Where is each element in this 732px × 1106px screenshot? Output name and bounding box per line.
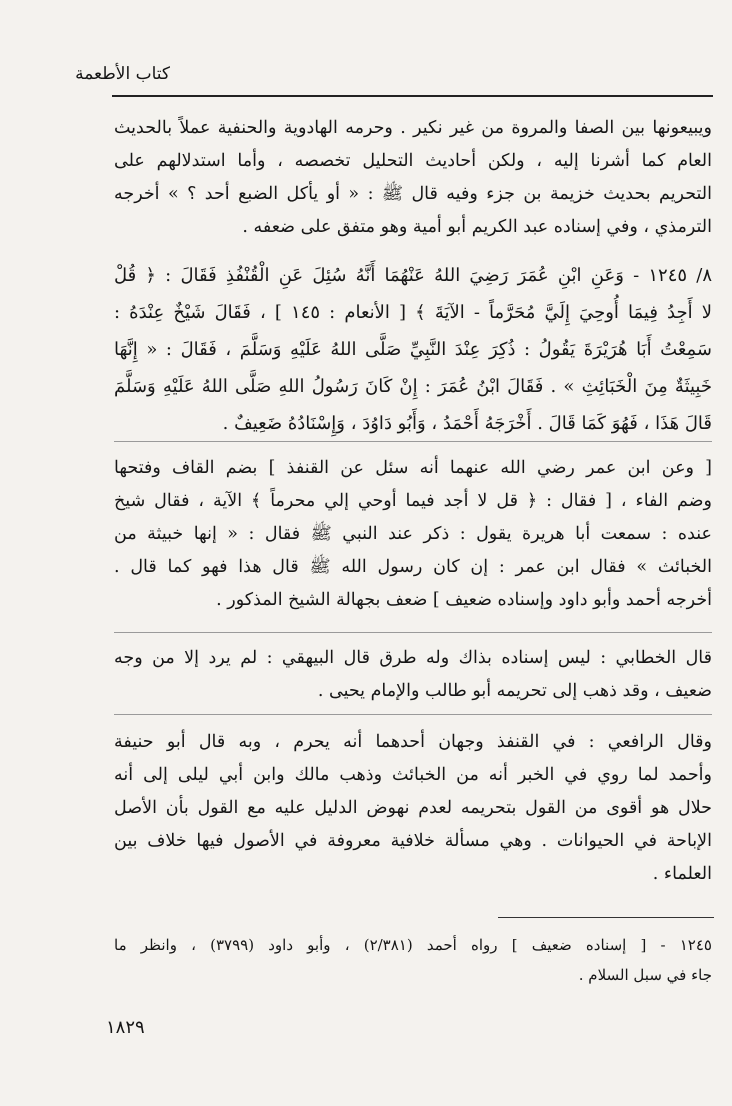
rafii-line: حلال هو أقوى من القول بتحريمه لعدم نهوض الدليل عليه مع القول بأن الأصل [114, 798, 712, 818]
footnote-rule [498, 917, 714, 918]
rafii-paragraph [114, 726, 712, 891]
section-divider [114, 714, 712, 715]
hadith-line: سَمِعْتُ أَبَا هُرَيْرَةَ يَقُولُ : ذُكِرَ عِنْدَ النَّبِيِّ صَلَّى اللهُ عَلَيْهِ وَسَلَّمَ ، فَقَالَ : « إِنَّهَا [114, 339, 712, 360]
page-number: ١٨٢٩ [106, 1017, 145, 1038]
commentary-line: الخبائث » فقال ابن عمر : إن كان رسول الله ﷺ قال هذا فهو كما قال . [114, 557, 712, 577]
hadith-text [114, 257, 712, 442]
hadith-line: خَبِيثَةٌ مِنَ الْخَبَائِثِ » . فَقَالَ ابْنُ عُمَرَ : إِنْ كَانَ رَسُولُ اللهِ صَلَّى اللهُ عَلَيْهِ وَسَلَّمَ [114, 376, 712, 397]
commentary-line: وضم الفاء ، [ فقال : ﴿ قل لا أجد فيما أوحي إلي محرماً ﴾ الآية ، فقال شيخ [114, 491, 712, 511]
footnote-line: جاء في سبل السلام . [578, 966, 712, 984]
intro-line: العام كما أشرنا إليه ، ولكن أحاديث التحليل تخصصه ، وأما استدلالهم على [114, 151, 712, 171]
footnote-line: ١٢٤٥ - [ إسناده ضعيف ] رواه أحمد (٢/٣٨١) ، وأبو داود (٣٧٩٩) ، وانظر ما [114, 936, 712, 954]
rafii-line: الإباحة في الحيوانات . وهي مسألة خلافية معروفة في الأصول فيها خلاف بين [114, 831, 712, 851]
intro-line: التحريم بحديث خزيمة بن جزء وفيه قال ﷺ : « أو يأكل الضبع أحد ؟ » أخرجه [114, 184, 712, 204]
intro-paragraph [114, 112, 712, 244]
hadith-line: ٨/ ١٢٤٥ - وَعَنِ ابْنِ عُمَرَ رَضِيَ اللهُ عَنْهُمَا أَنَّهُ سُئِلَ عَنِ الْقُنْفُذِ فَقَالَ : ﴿ قُلْ [114, 265, 712, 286]
khattabi-line: ضعيف ، وقد ذهب إلى تحريمه أبو طالب والإمام يحيى . [317, 681, 712, 701]
khattabi-paragraph [114, 642, 712, 708]
commentary-line: عنده : سمعت أبا هريرة يقول : ذكر عند النبي ﷺ فقال : « إنها خبيثة من [114, 524, 712, 544]
rafii-line: العلماء . [652, 864, 712, 884]
section-divider [114, 441, 712, 442]
intro-line: الترمذي ، وفي إسناده عبد الكريم أبو أمية وهو متفق على ضعفه . [242, 217, 712, 237]
commentary-line: [ وعن ابن عمر رضي الله عنهما أنه سئل عن القنفذ ] بضم القاف وفتحها [114, 458, 712, 478]
hadith-line: قَالَ هَذَا ، فَهُوَ كَمَا قَالَ . أَخْرَجَهُ أَحْمَدُ ، وَأَبُو دَاوُدَ ، وَإِسْنَادُهُ ضَعِيفٌ . [222, 413, 712, 434]
commentary-paragraph [114, 452, 712, 617]
running-header-title: كتاب الأطعمة [75, 64, 170, 84]
hadith-line: لا أَجِدُ فِيمَا أُوحِيَ إِلَيَّ مُحَرَّماً - الآيَةَ ﴾ [ الأنعام : ١٤٥ ] ، فَقَالَ شَيْخٌ عِنْدَهُ : [114, 302, 712, 323]
footnote [114, 930, 712, 990]
header-rule [112, 95, 713, 97]
khattabi-line: قال الخطابي : ليس إسناده بذاك وله طرق قال البيهقي : لم يرد إلا من وجه [114, 648, 712, 668]
intro-line: ويبيعونها بين الصفا والمروة من غير نكير . وحرمه الهادوية والحنفية عملاً بالحديث [114, 118, 712, 138]
section-divider [114, 632, 712, 633]
rafii-line: وقال الرافعي : في القنفذ وجهان أحدهما أنه يحرم ، وبه قال أبو حنيفة [114, 732, 712, 752]
rafii-line: وأحمد لما روي في الخبر أنه من الخبائث وذهب مالك وابن أبي ليلى إلى أنه [114, 765, 712, 785]
commentary-line: أخرجه أحمد وأبو داود وإسناده ضعيف ] ضعف بجهالة الشيخ المذكور . [216, 590, 712, 610]
